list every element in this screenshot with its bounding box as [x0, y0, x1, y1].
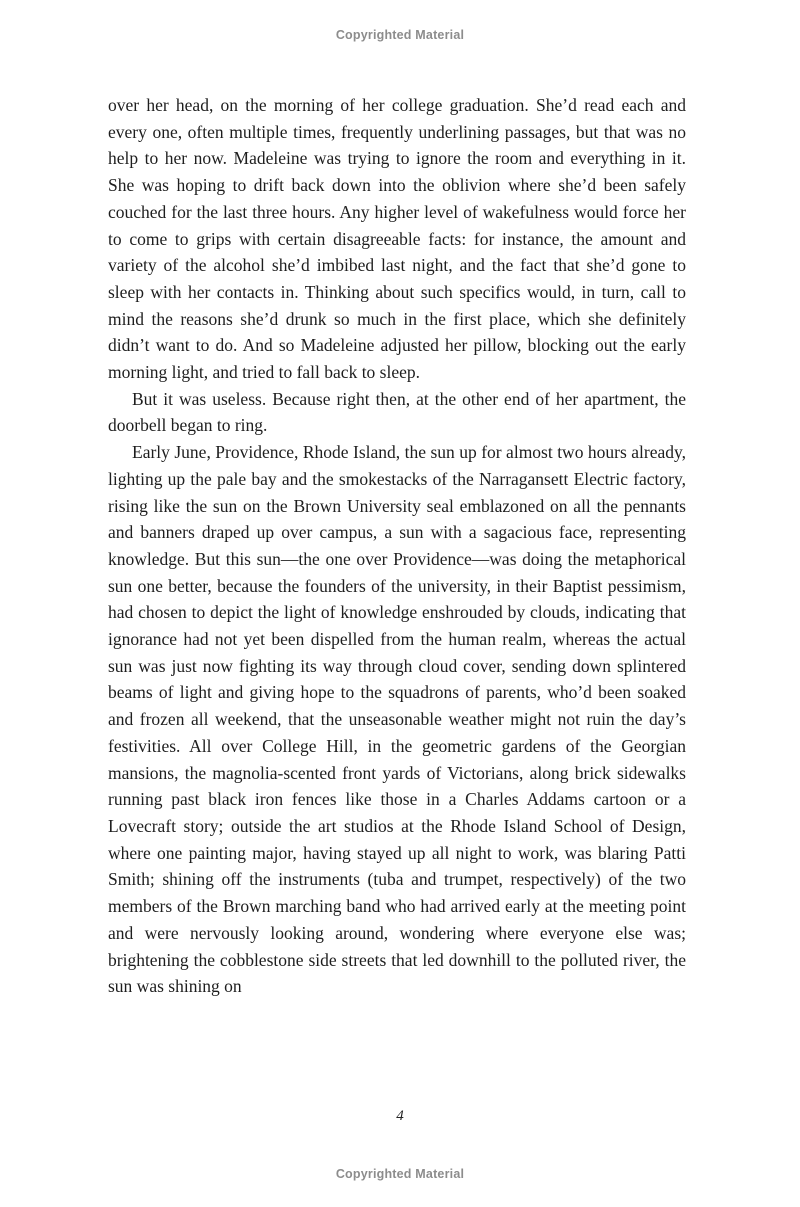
- copyright-notice-bottom: Copyrighted Material: [335, 1167, 465, 1181]
- paragraph: over her head, on the morning of her college graduation. She’d read each and every one, often multiple times, frequently underlining passages, but that was no help to her now. Madeleine was trying to ignore the room and everything in it. She was hoping to drift back down into the oblivion where she’d been safely couched for the last three hours. Any higher level of wakefulness would force her to come to grips with certain disagreeable facts: for instance, the amount and variety of the alcohol she’d imbibed last night, and the fact that she’d gone to sleep with her contacts in. Thinking about such specifics would, in turn, call to mind the reasons she’d drunk so much in the first place, which she definitely didn’t want to do. And so Madeleine adjusted her pillow, blocking out the early morning light, and tried to fall back to sleep.: [108, 95, 686, 383]
- page-text-block: [108, 92, 686, 1000]
- page-number: 4: [396, 1108, 404, 1124]
- paragraph: Early June, Providence, Rhode Island, the sun up for almost two hours already, lighting up the pale bay and the smokestacks of the Narragansett Electric factory, rising like the sun on the Brown University seal emblazoned on all the pennants and banners draped up over campus, a sun with a sagacious face, representing knowledge. But this sun—the one over Providence—was doing the metaphorical sun one better, because the founders of the university, in their Baptist pessimism, had chosen to depict the light of knowledge enshrouded by clouds, indicating that ignorance had not yet been dispelled from the human realm, whereas the actual sun was just now fighting its way through cloud cover, sending down splintered beams of light and giving hope to the squadrons of parents, who’d been soaked and frozen all weekend, that the unseasonable weather might not ruin the day’s festivities. All over College Hill, in the geometric gardens of the Georgian mansions, the magnolia-scented front yards of Victorians, along brick sidewalks running past black iron fences like those in a Charles Addams cartoon or a Lovecraft story; outside the art studios at the Rhode Island School of Design, where one painting major, having stayed up all night to work, was blaring Patti Smith; shining off the instruments (tuba and trumpet, respectively) of the two members of the Brown marching band who had arrived early at the meeting point and were nervously looking around, wondering where everyone else was; brightening the cobblestone side streets that led downhill to the polluted river, the sun was shining on: [108, 442, 686, 997]
- paragraph: But it was useless. Because right then, at the other end of her apartment, the doorbell began to ring.: [108, 388, 686, 436]
- copyright-notice-top: Copyrighted Material: [335, 28, 465, 42]
